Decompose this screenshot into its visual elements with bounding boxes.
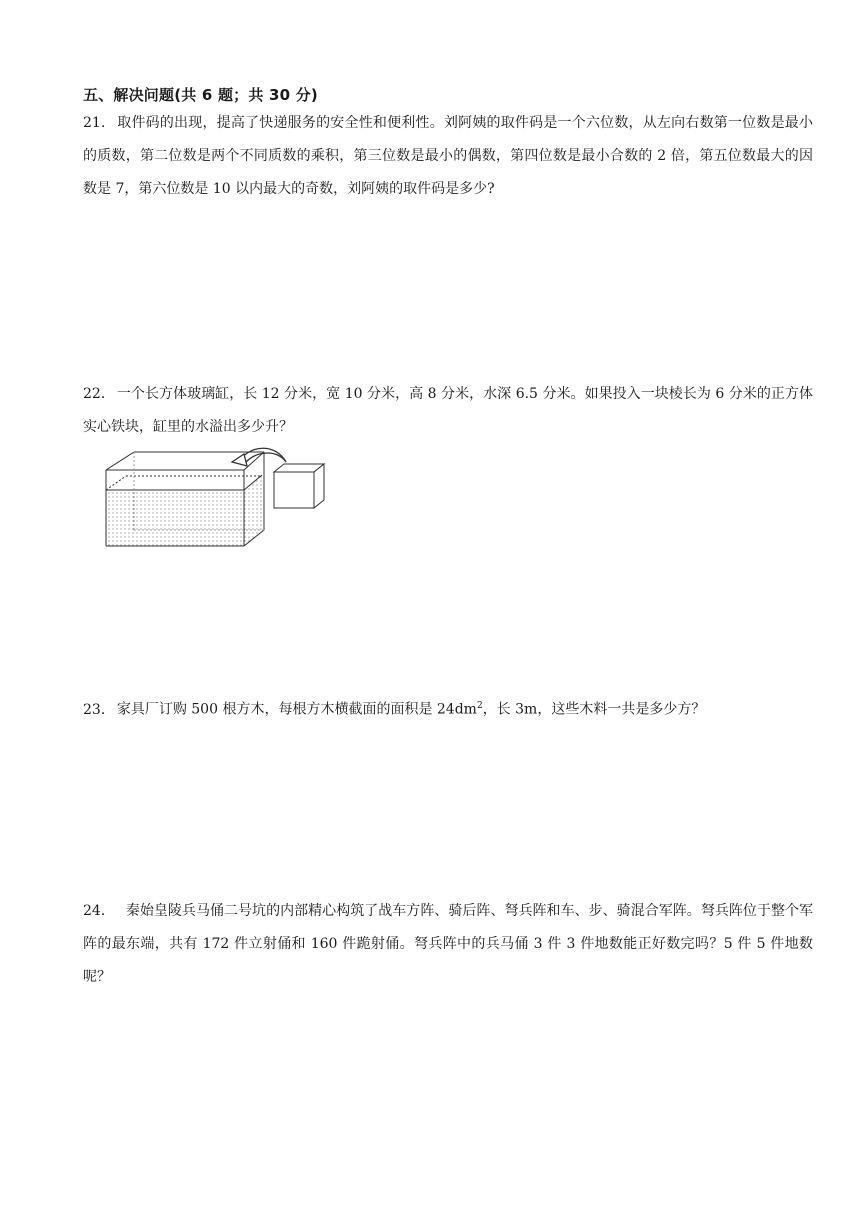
question-number: 21． (83, 115, 116, 131)
question-number: 23． (83, 701, 115, 718)
question-text: 取件码的出现，提高了快递服务的安全性和便利性。刘阿姨的取件码是一个六位数，从左向右数第一位数是最小的质数，第二位数是两个不同质数的乘积，第三位数是最小的偶数，第四位数是最小合数的 2 倍，第五位数最大的因数是 7，第六位数是 10 以内最大的奇数，刘阿姨的取件码是多少? (83, 115, 813, 197)
cube-drawing (274, 464, 324, 508)
question-24 (83, 895, 813, 994)
question-text: 家具厂订购 500 根方木，每根方木横截面的面积是 24dm (116, 701, 477, 718)
question-number: 22． (83, 386, 115, 402)
superscript: 2 (476, 701, 483, 711)
question-text: 一个长方体玻璃缸，长 12 分米，宽 10 分米，高 8 分米，水深 6.5 分米。如果投入一块棱长为 6 分米的正方体实心铁块，缸里的水溢出多少升？ (83, 386, 813, 435)
question-23 (83, 690, 813, 727)
glass-tank-drawing (106, 452, 264, 546)
tank-and-cube-figure (104, 440, 330, 552)
section-title: 五、解决问题(共 6 题；共 30 分) (83, 86, 318, 104)
question-21 (83, 107, 813, 206)
question-22 (83, 378, 813, 444)
question-text-continued: ，长 3m，这些木料一共是多少方？ (482, 701, 706, 718)
question-text: 秦始皇陵兵马俑二号坑的内部精心构筑了战车方阵、骑后阵、弩兵阵和车、步、骑混合军阵。弩兵阵位于整个军阵的最东端，共有 172 件立射俑和 160 件跪射俑。弩兵阵中的兵马俑 3 件 3 件地数能正好数完吗？5 件 5 件地数呢？ (83, 903, 813, 985)
question-number: 24． (83, 903, 115, 919)
